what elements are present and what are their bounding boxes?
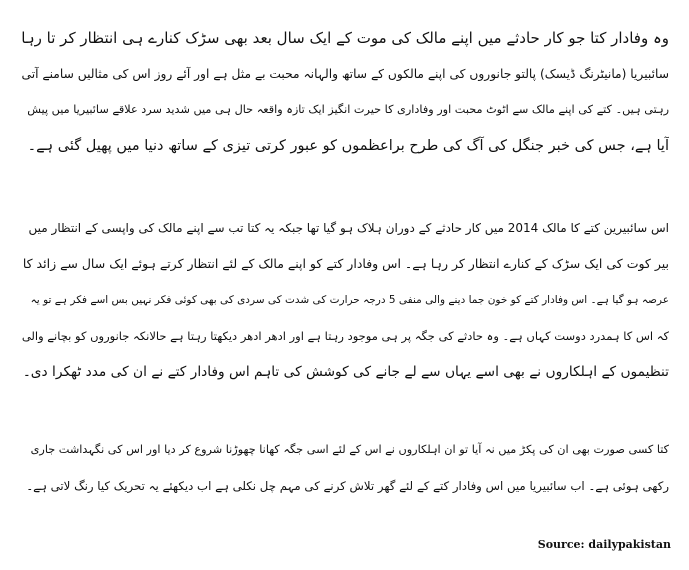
text-line: عرصہ ہو گیا ہے۔ اس وفادار کتے کو خون جما دینے والی منفی 5 درجہ حرارت کی شدت کی سردی کی بھی کوئی فکر نہیں بس اسے فکر ہے تو یہ	[30, 294, 669, 306]
text-line: رہتی ہیں۔ کتے کی اپنے مالک سے اٹوٹ محبت اور وفاداری کا حیرت انگیز ایک تازہ واقعہ حال ہی میں شدید سرد علاقے سائبیریا میں پیش	[27, 103, 669, 116]
text-line: کتا کسی صورت بھی ان کی پکڑ میں نہ آیا تو ان اہلکاروں نے اس کے لئے اسی جگہ کھانا چھوڑنا شروع کر دیا اور اس کی نگہداشت جاری	[30, 443, 669, 456]
article-paragraph-2	[20, 210, 669, 390]
article-paragraph-1	[20, 20, 669, 164]
text-line: اس سائبیرین کتے کا مالک 2014 میں کار حادثے کے دوران ہلاک ہو گیا تھا جبکہ یہ کتا تب سے اپنے مالک کی واپسی کے انتظار میں	[28, 221, 669, 235]
text-line: کہ اس کا ہمدرد دوست کہاں ہے۔ وہ حادثے کی جگہ پر ہی موجود رہتا ہے اور ادھر ادھر دیکھتا رہتا ہے حالانکہ جانوروں کو بچانے والی	[21, 329, 669, 343]
text-line: سائبیریا (مانیٹرنگ ڈیسک) پالتو جانوروں کی اپنے مالکوں کے ساتھ والہانہ محبت بے مثل ہے اور آئے روز اس کی مثالیں سامنے آتی	[21, 67, 669, 81]
text-line: رکھی ہوئی ہے۔ اب سائبیریا میں اس وفادار کتے کے لئے گھر تلاش کرنے کی مہم چل نکلی ہے اب دیکھئے یہ تحریک کیا رنگ لاتی ہے۔	[26, 479, 669, 493]
source-credit: Source: dailypakistan	[537, 538, 671, 551]
text-line: بیر کوت کی ایک سڑک کے کنارے انتظار کر رہا ہے۔ اس وفادار کتے کو اپنے مالک کے لئے انتظار کرتے ہوئے ایک سال سے زائد کا	[22, 256, 669, 271]
text-line: تنظیموں کے اہلکاروں نے بھی اسے یہاں سے لے جانے کی کوشش کی تاہم اس وفادار کتے نے ان کی مدد ٹھکرا دی۔	[22, 364, 669, 380]
text-line: وہ وفادار کتا جو کار حادثے میں اپنے مالک کی موت کے ایک سال بعد بھی سڑک کنارے ہی انتظار کر تا رہا	[21, 29, 669, 47]
text-line: آیا ہے، جس کی خبر جنگل کی آگ کی طرح براعظموں کو عبور کرتی تیزی کے ساتھ دنیا میں پھیل گئی ہے۔	[27, 138, 669, 154]
article-paragraph-3	[20, 432, 669, 504]
